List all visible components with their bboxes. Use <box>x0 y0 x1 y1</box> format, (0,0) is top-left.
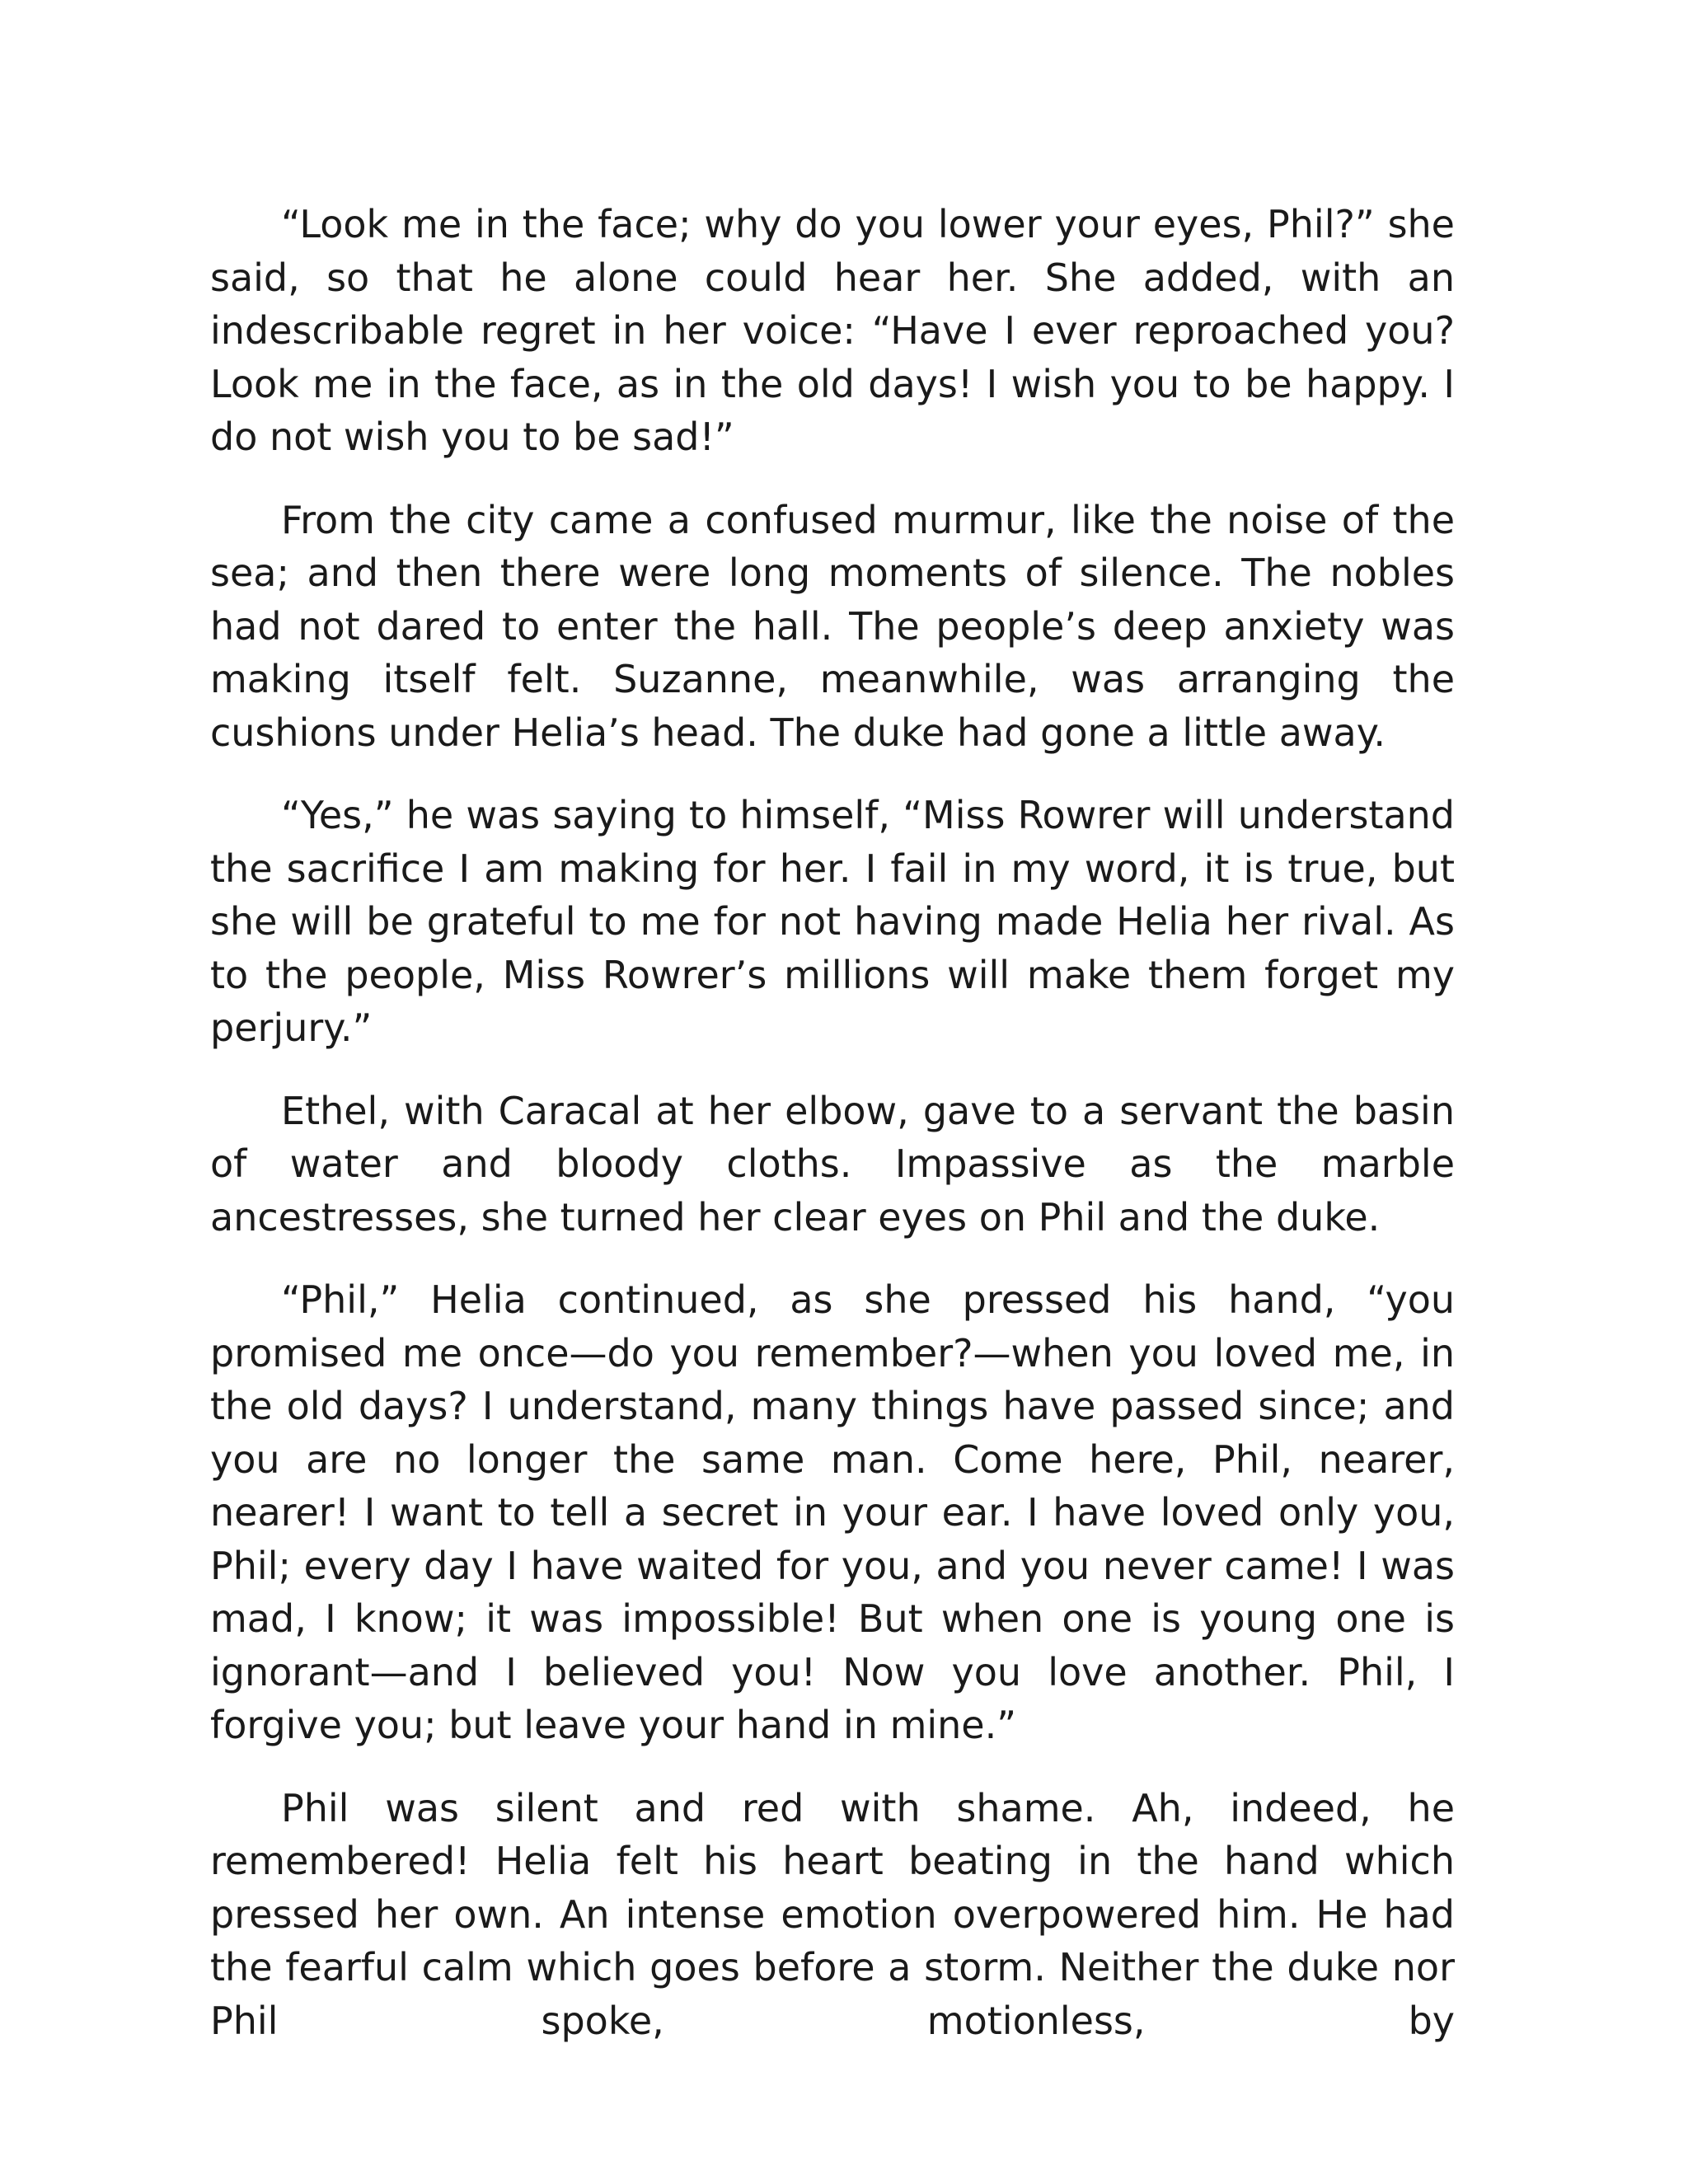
book-page-text <box>210 198 1455 2047</box>
paragraph-5: “Phil,” Helia continued, as she pressed his hand, “you promised me once—do you remember?—when you loved me, in the old days? I understand, many things have passed since; and you are no longer the same man. Come here, Phil, nearer, nearer! I want to tell a secret in your ear. I have loved only you, Phil; every day I have waited for you, and you never came! I was mad, I know; it was impossible! But when one is young one is ignorant—and I believed you! Now you love another. Phil, I forgive you; but leave your hand in mine.” <box>210 1277 1455 1747</box>
paragraph-4: Ethel, with Caracal at her elbow, gave to a servant the basin of water and bloody cloths. Impassive as the marble ancestresses, she turned her clear eyes on Phil and the duke. <box>210 1088 1455 1240</box>
paragraph-2: From the city came a confused murmur, like the noise of the sea; and then there were long moments of silence. The nobles had not dared to enter the hall. The people’s deep anxiety was making itself felt. Suzanne, meanwhile, was arranging the cushions under Helia’s head. The duke had gone a little away. <box>210 497 1455 755</box>
paragraph-6: Phil was silent and red with shame. Ah, indeed, he remembered! Helia felt his heart beating in the hand which pressed her own. An intense emotion overpowered him. He had the fearful calm which goes before a storm. Neither the duke nor Phil spoke, motionless, by <box>210 1785 1455 2043</box>
paragraph-1: “Look me in the face; why do you lower your eyes, Phil?” she said, so that he alone could hear her. She added, with an indescribable regret in her voice: “Have I ever reproached you? Look me in the face, as in the old days! I wish you to be happy. I do not wish you to be sad!” <box>210 202 1455 459</box>
paragraph-3: “Yes,” he was saying to himself, “Miss Rowrer will understand the sacrifice I am making for her. I fail in my word, it is true, but she will be grateful to me for not having made Helia her rival. As to the people, Miss Rowrer’s millions will make them forget my perjury.” <box>210 793 1455 1050</box>
